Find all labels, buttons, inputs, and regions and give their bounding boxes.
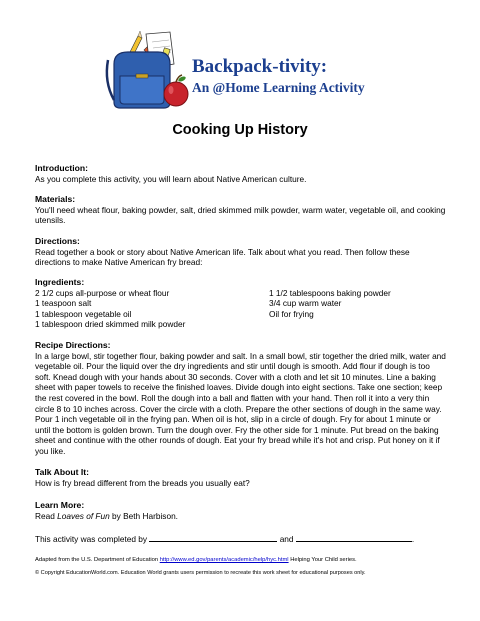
materials-section [35,194,447,226]
introduction-section [35,163,447,184]
footer-suffix: Helping Your Child series. [288,557,357,563]
recipe-text: In a large bowl, stir together flour, baking powder and salt. In a small bowl, stir together the dried milk, water and vegetable oil. Pour the liquid over the dry ingredients and stir until dough is smooth. Add flour if dough is too soft. Knead dough with your hands about 30 seconds. Cover with a cloth and let sit 10 minutes. Line a baking sheet with paper towels to receive the finished loaves. Divide dough into eight sections. Take one section; keep the rest covered in the bowl. Roll the dough into a ball and flatten with your hand. Then roll it into a very thin circle 8 to 10 inches across. Cover the circle with a cloth. Prepare the other sections of dough in the same way. Pour 1 inch vegetable oil in the frying pan. When oil is hot, slip in a circle of dough. Fry for about 1 minute or until the bottom is golden brown. Turn the dough over. Fry the other side for 1 minute. Put bread on the baking sheet and continue with the other rounds of dough. Eat your fry bread while it's hot and crisp. Put honey on it if you like. [35,350,446,456]
banner-title: Backpack-tivity: [192,56,328,77]
completion-line [35,533,447,545]
ingredient-item: 1 tablespoon vegetable oil [35,308,132,319]
second-name-blank[interactable] [296,533,415,544]
learn-more-suffix: by Beth Harbison. [109,510,178,521]
recipe-heading: Recipe Directions: [35,340,111,350]
materials-heading: Materials: [35,194,76,204]
helping-your-child-link[interactable]: http://www.ed.gov/parents/academic/help/hyc.html [159,557,289,563]
ingredient-item: 2 1/2 cups all-purpose or wheat flour [35,287,170,298]
backpack-logo-icon [100,30,192,112]
completion-prefix: This activity was completed by [35,534,148,544]
talk-section [35,467,447,488]
learn-more-section [35,500,447,521]
ingredients-section [35,277,447,330]
learn-more-text [35,511,447,522]
materials-text: You'll need wheat flour, baking powder, salt, dried skimmed milk powder, warm water, vegetable oil, and cooking utensils. [35,204,446,226]
learn-more-prefix: Read [35,510,58,521]
completion-and: and [279,534,294,544]
ingredient-item: 1 1/2 tablespoons baking powder [269,287,391,298]
copyright-notice: © Copyright EducationWorld.com. Education World grants users permission to recreate this work sheet for educational purposes only. [35,570,366,576]
footer-prefix: Adapted from the U.S. Department of Education [35,557,160,563]
ingredients-heading: Ingredients: [35,277,85,287]
completed-by-blank[interactable] [149,533,277,542]
header-banner [100,30,400,112]
talk-text: How is fry bread different from the breads you usually eat? [35,477,250,488]
ingredients-left-column [35,288,235,330]
completion-suffix: . [411,534,415,544]
ingredient-item: 3/4 cup warm water [269,298,342,309]
directions-text: Read together a book or story about Native American life. Talk about what you read. Then follow these directions to make Native American fry bread: [35,246,410,268]
footer-note [35,557,357,563]
introduction-text: As you complete this activity, you will learn about Native American culture. [35,173,307,184]
ingredients-right-column [269,288,391,330]
directions-section [35,236,447,268]
directions-heading: Directions: [35,236,80,246]
banner-subtitle: An @Home Learning Activity [192,80,365,95]
learn-more-heading: Learn More: [35,500,85,510]
recipe-section [35,340,447,457]
book-title: Loaves of Fun [57,510,110,521]
ingredient-item: Oil for frying [269,308,314,319]
ingredient-item: 1 teaspoon salt [35,298,92,309]
introduction-heading: Introduction: [35,163,88,173]
talk-heading: Talk About It: [35,467,89,477]
page-title: Cooking Up History [172,122,308,138]
ingredient-item: 1 tablespoon dried skimmed milk powder [35,319,186,330]
